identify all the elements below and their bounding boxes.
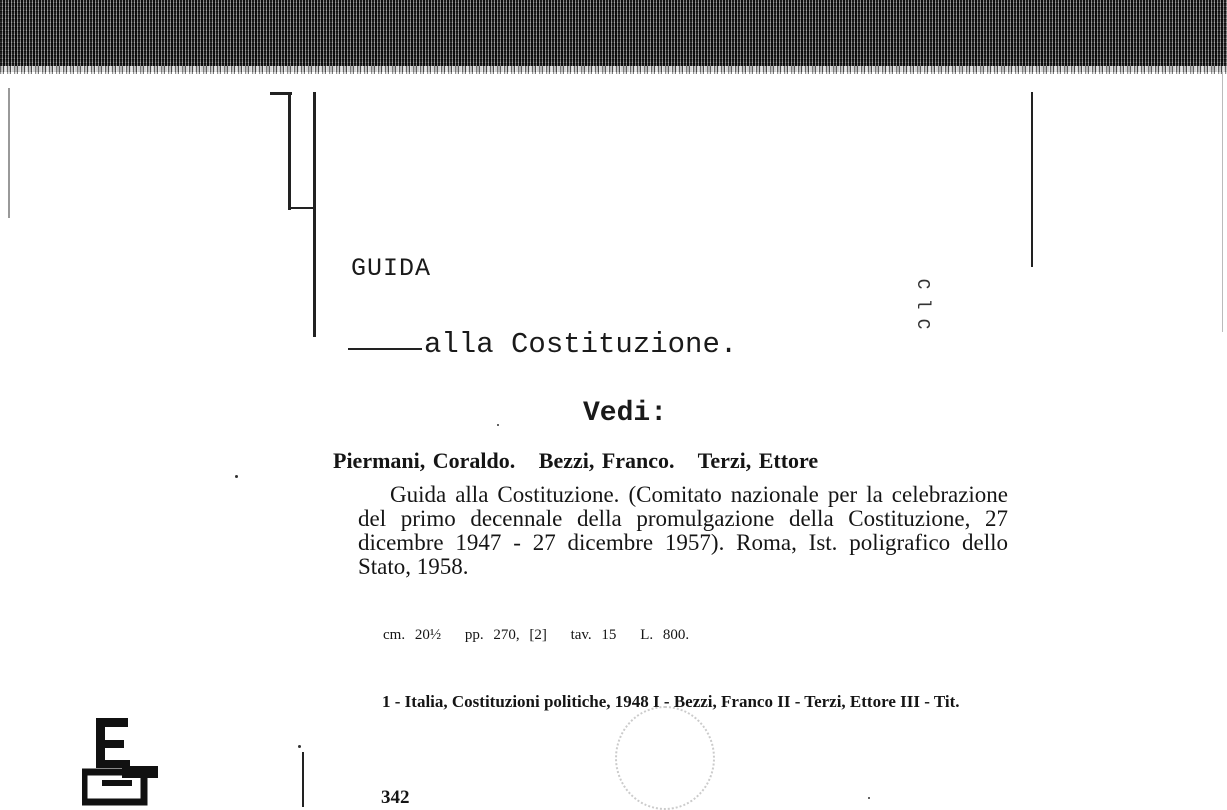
card-top-tick: [270, 92, 292, 95]
subject-text: alla Costituzione.: [424, 328, 738, 361]
collation-size: cm. 20½: [383, 627, 442, 643]
right-edge-line: [1222, 72, 1223, 332]
card-left-rule-upper: [288, 92, 291, 210]
bibliographic-description: Guida alla Costituzione. (Comitato nazionale per la celebrazione del primo decennale della promulgazione della Costituzione, 27 dicembre 1947 - 27 dicembre 1957). Roma, Ist. poligrafico dello Stato, 1958.: [358, 482, 1008, 579]
scan-noise-edge: [0, 66, 1227, 74]
card-right-rule: [1031, 92, 1033, 267]
side-number-char: C: [912, 318, 932, 330]
catalog-heading: GUIDA: [351, 254, 432, 283]
lower-left-rule: [302, 752, 304, 807]
side-number-char: C: [912, 278, 932, 290]
collation-plates: tav. 15: [570, 627, 617, 643]
side-call-number: [900, 274, 944, 334]
scan-noise-band: [0, 0, 1227, 72]
scan-speck: [298, 745, 301, 748]
collation-pages: pp. 270, [2]: [464, 627, 547, 643]
scan-speck: [235, 475, 238, 478]
side-number-char: l: [912, 298, 932, 310]
collation-line: [383, 627, 703, 644]
card-left-notch: [288, 207, 314, 209]
faint-stamp-circle: [615, 706, 715, 810]
see-reference-label: Vedi:: [583, 398, 668, 429]
subject-tracings: 1 - Italia, Costituzioni politiche, 1948 I - Bezzi, Franco II - Terzi, Ettore III - Tit.: [382, 692, 960, 711]
scan-speck: [497, 424, 499, 426]
stamp-mark-icon: [82, 714, 162, 807]
author-entries: [333, 448, 834, 474]
author-name: Bezzi, Franco.: [538, 448, 675, 473]
author-name: Terzi, Ettore: [697, 448, 819, 473]
scan-speck: [868, 797, 870, 799]
page-number: 342: [381, 787, 410, 808]
subject-heading: [348, 328, 737, 361]
author-name: Piermani, Coraldo.: [333, 448, 516, 473]
card-left-rule: [313, 92, 316, 337]
collation-price: L. 800.: [640, 627, 690, 643]
left-frame-line: [8, 88, 10, 218]
subject-blank-line: [348, 347, 422, 350]
